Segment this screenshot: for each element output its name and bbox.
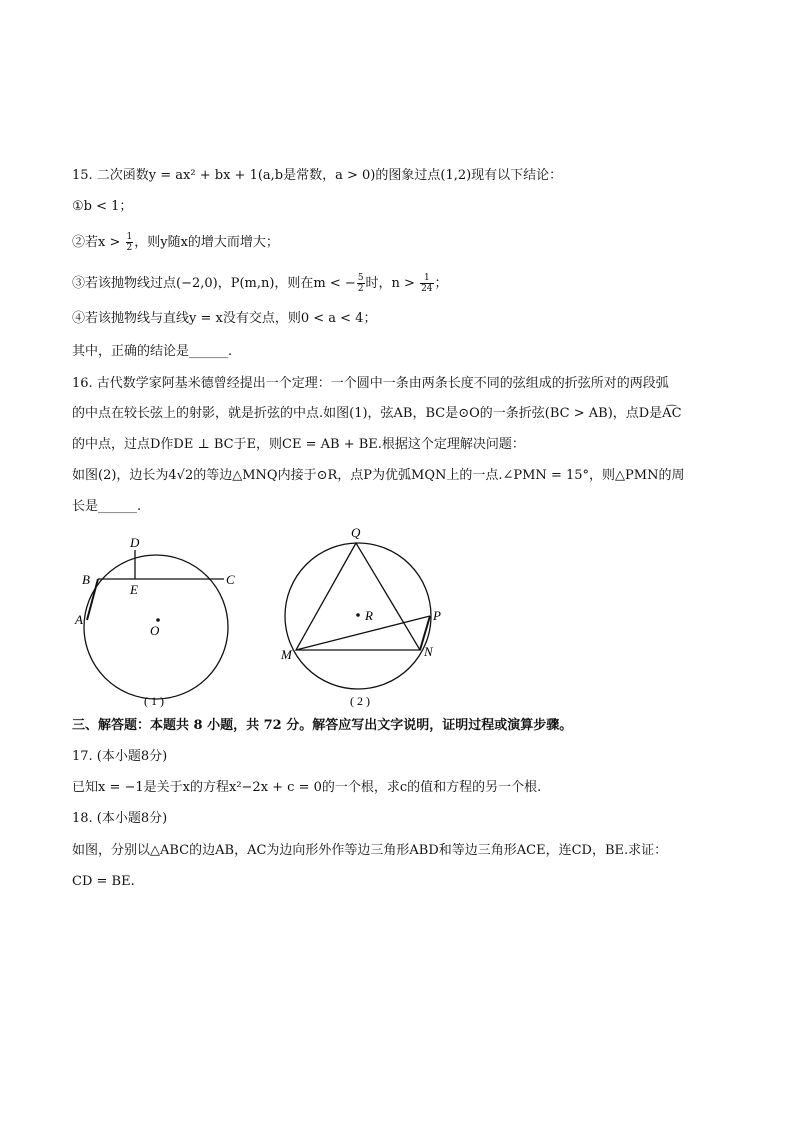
fig1-label-b: B xyxy=(82,572,90,587)
q15-option-2-pre: ②若x > xyxy=(72,235,125,250)
fig1-label-o: O xyxy=(150,623,160,638)
q15-option-2 xyxy=(72,232,279,253)
q18-body-line-1: 如图，分别以△ABC的边AB，AC为边向形外作等边三角形ABD和等边三角形ACE，连CD，BE.求证： xyxy=(72,843,668,858)
q18-body-line-2: CD = BE. xyxy=(72,874,135,889)
fig1-caption: ( 1 ) xyxy=(144,694,164,708)
q15-option-3-mid: 时，n > xyxy=(365,276,420,291)
q17-body: 已知x = −1是关于x的方程x²−2x + c = 0的一个根，求c的值和方程的另一个根. xyxy=(72,780,542,795)
q17-header: 17. (本小题8分) xyxy=(72,749,168,764)
q15-option-3 xyxy=(72,273,448,294)
q15-option-3-pre: ③若该抛物线过点(−2,0)，P(m,n)，则在m < − xyxy=(72,276,356,291)
fig1-label-c: C xyxy=(226,572,235,587)
q15-option-1: ①b < 1； xyxy=(72,199,133,214)
fig1-label-e: E xyxy=(130,582,138,597)
q16-line-5: 长是______. xyxy=(72,499,142,514)
q18-header: 18. (本小题8分) xyxy=(72,811,168,826)
q16-line-1: 16. 古代数学家阿基米德曾经提出一个定理：一个圆中一条由两条长度不同的弦组成的折弦所对的两段弧 xyxy=(72,376,669,391)
fig1-center-dot xyxy=(156,618,160,622)
q16-line-3: 的中点，过点D作DE ⊥ BC于E，则CE = AB + BE.根据这个定理解决问题： xyxy=(72,437,525,452)
q15-option-2-fraction: $\frac{1}{2}$ xyxy=(126,232,133,253)
fig2-center-dot xyxy=(356,613,360,617)
q16-line-4: 如图(2)，边长为4√2的等边△MNQ内接于⊙R，点P为优弧MQN上的一点.∠PMN = 15°，则△PMN的周 xyxy=(72,468,685,483)
q15-option-3-post: ； xyxy=(434,276,448,291)
fig2-label-q: Q xyxy=(351,525,361,540)
q15-option-4: ④若该抛物线与直线y = x没有交点，则0 < a < 4； xyxy=(72,311,377,326)
q15-stem: 15. 二次函数y = ax² + bx + 1(a,b是常数，a > 0)的图象过点(1,2)现有以下结论： xyxy=(72,168,563,183)
fig2-label-m: M xyxy=(281,647,292,662)
q15-conclusion: 其中，正确的结论是______. xyxy=(72,344,233,359)
q15-option-2-post: ，则y随x的增大而增大； xyxy=(134,235,279,250)
q16-line-2: 的中点在较长弦上的射影，就是折弦的中点.如图(1)，弦AB，BC是⊙O的一条折弦(BC > AB)，点D是A͡C xyxy=(72,406,682,421)
fig2-label-r: R xyxy=(365,608,373,623)
figure-2 xyxy=(272,520,462,712)
fig2-label-n: N xyxy=(424,644,433,659)
section-3-heading: 三、解答题：本题共 8 小题，共 72 分。解答应写出文字说明，证明过程或演算步骤。 xyxy=(72,718,573,733)
figure-1 xyxy=(72,528,252,713)
fig1-label-d: D xyxy=(130,535,140,550)
fig2-caption: ( 2 ) xyxy=(350,694,370,708)
fig1-label-a: A xyxy=(75,612,83,627)
fig2-label-p: P xyxy=(433,608,441,623)
q15-option-3-fraction-a: $\frac{5}{2}$ xyxy=(357,273,364,294)
q15-option-3-fraction-b: $\frac{1}{24}$ xyxy=(421,273,433,294)
